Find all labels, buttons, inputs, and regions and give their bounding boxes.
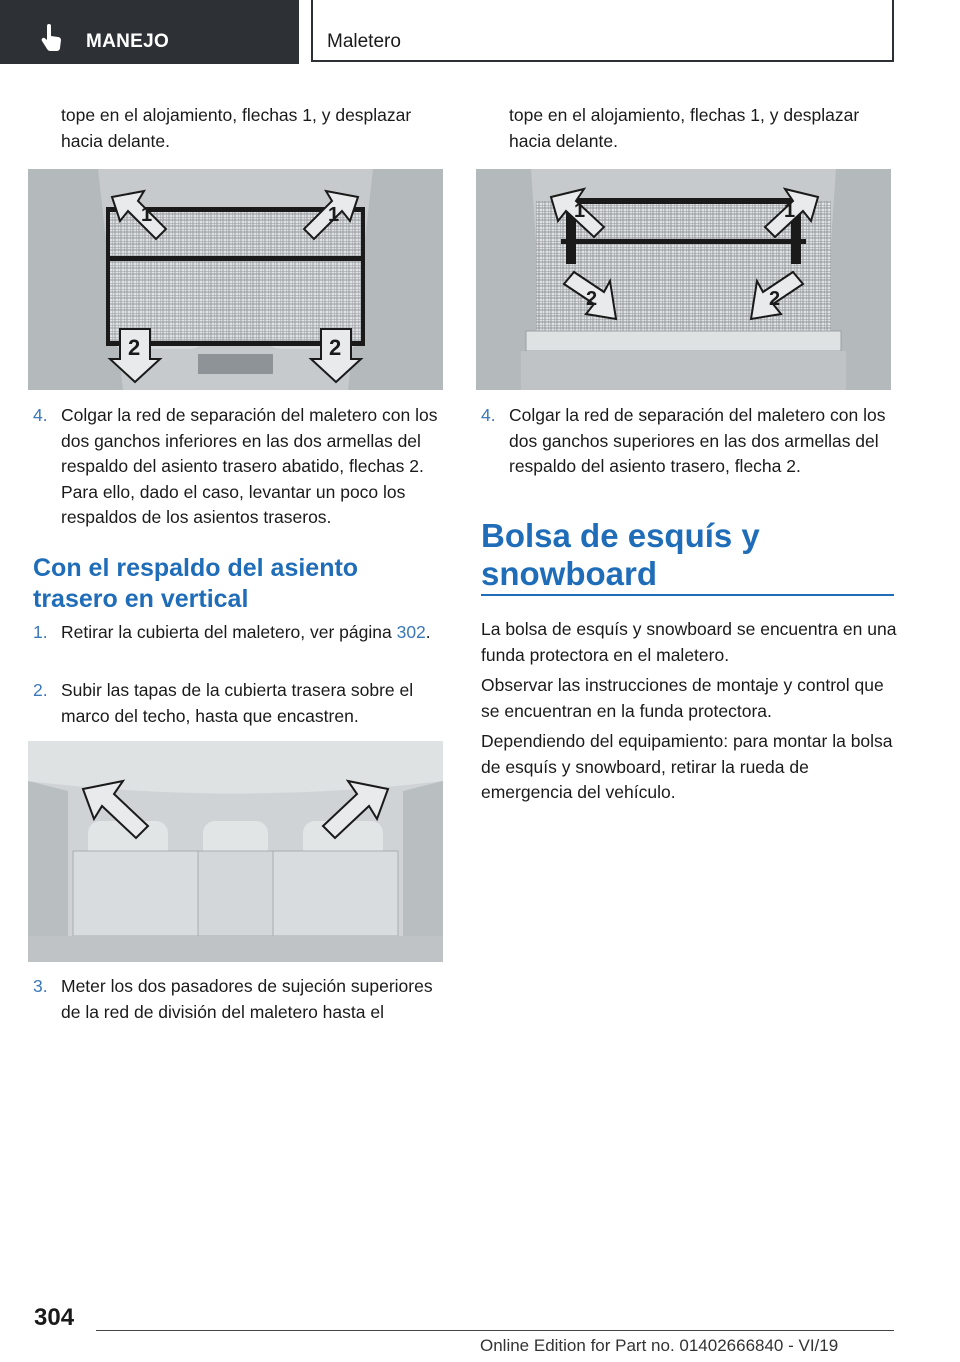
step-text: Retirar la cubierta del maletero, ver página 302. — [61, 622, 431, 642]
paragraph-2: Observar las instrucciones de montaje y control que se encuentran en la funda protectora. — [481, 675, 884, 721]
footer-edition: Online Edition for Part no. 01402666840 - VI/19 — [480, 1336, 839, 1355]
step-text: Meter los dos pasadores de sujeción superiores de la red de división del maletero hasta el — [61, 976, 433, 1022]
step-number: 4. — [33, 405, 48, 425]
paragraph-1: La bolsa de esquís y snowboard se encuentra en una funda protectora en el maletero. — [481, 619, 897, 665]
figure-roof-covers — [28, 741, 443, 962]
page-number: 304 — [34, 1304, 75, 1331]
step-number: 3. — [33, 976, 48, 996]
figure-net-lower-hooks — [28, 169, 443, 390]
step-number: 2. — [33, 680, 48, 700]
figure-label: 1 — [784, 200, 796, 222]
subheading-respaldo-vertical: Con el respaldo del asiento trasero en vertical — [33, 554, 359, 613]
hand-pointer-icon — [40, 24, 64, 52]
step-number: 4. — [481, 405, 496, 425]
figure-label: 1 — [141, 204, 153, 226]
step-text: Colgar la red de separación del maletero con los dos ganchos superiores en las dos armellas del respaldo del asiento trasero, flecha 2. — [509, 405, 886, 476]
figure-label: 2 — [128, 335, 141, 360]
figure-net-upper-hooks — [476, 169, 891, 390]
figure-label: 2 — [586, 288, 598, 310]
right-intro-text: tope en el alojamiento, flechas 1, y desplazar hacia delante. — [509, 105, 860, 151]
page-link[interactable]: 302 — [396, 622, 426, 642]
figure-label: 1 — [574, 200, 586, 222]
paragraph-3: Dependiendo del equipamiento: para montar la bolsa de esquís y snowboard, retirar la rueda de emergencia del vehículo. — [481, 731, 893, 802]
heading-rule — [481, 594, 894, 596]
left-step-4 — [33, 403, 449, 531]
figure-label: 1 — [328, 204, 340, 226]
chapter-title: Maletero — [327, 31, 401, 52]
step-number: 1. — [33, 622, 48, 642]
figure-label: 2 — [329, 335, 342, 360]
left-step-3 — [33, 974, 449, 1025]
header-section-tab[interactable] — [0, 0, 299, 64]
section-label: MANEJO — [86, 31, 170, 52]
step-text: Subir las tapas de la cubierta trasera sobre el marco del techo, hasta que encastren. — [61, 680, 414, 726]
left-step-2 — [33, 678, 449, 729]
left-step-1 — [33, 620, 449, 646]
step-text: Colgar la red de separación del maletero con los dos ganchos inferiores en las dos armellas del respaldo del asiento trasero abatido, flechas 2. Para ello, dado el caso, levantar un poco los respaldos de los asientos traseros. — [61, 405, 438, 527]
right-step-4 — [481, 403, 897, 480]
figure-label: 2 — [769, 288, 781, 310]
footer-rule — [96, 1330, 894, 1331]
heading-bolsa-esquis: Bolsa de esquís y snowboard — [481, 517, 760, 592]
header-title-box — [311, 0, 894, 62]
left-intro-text: tope en el alojamiento, flechas 1, y desplazar hacia delante. — [61, 105, 412, 151]
